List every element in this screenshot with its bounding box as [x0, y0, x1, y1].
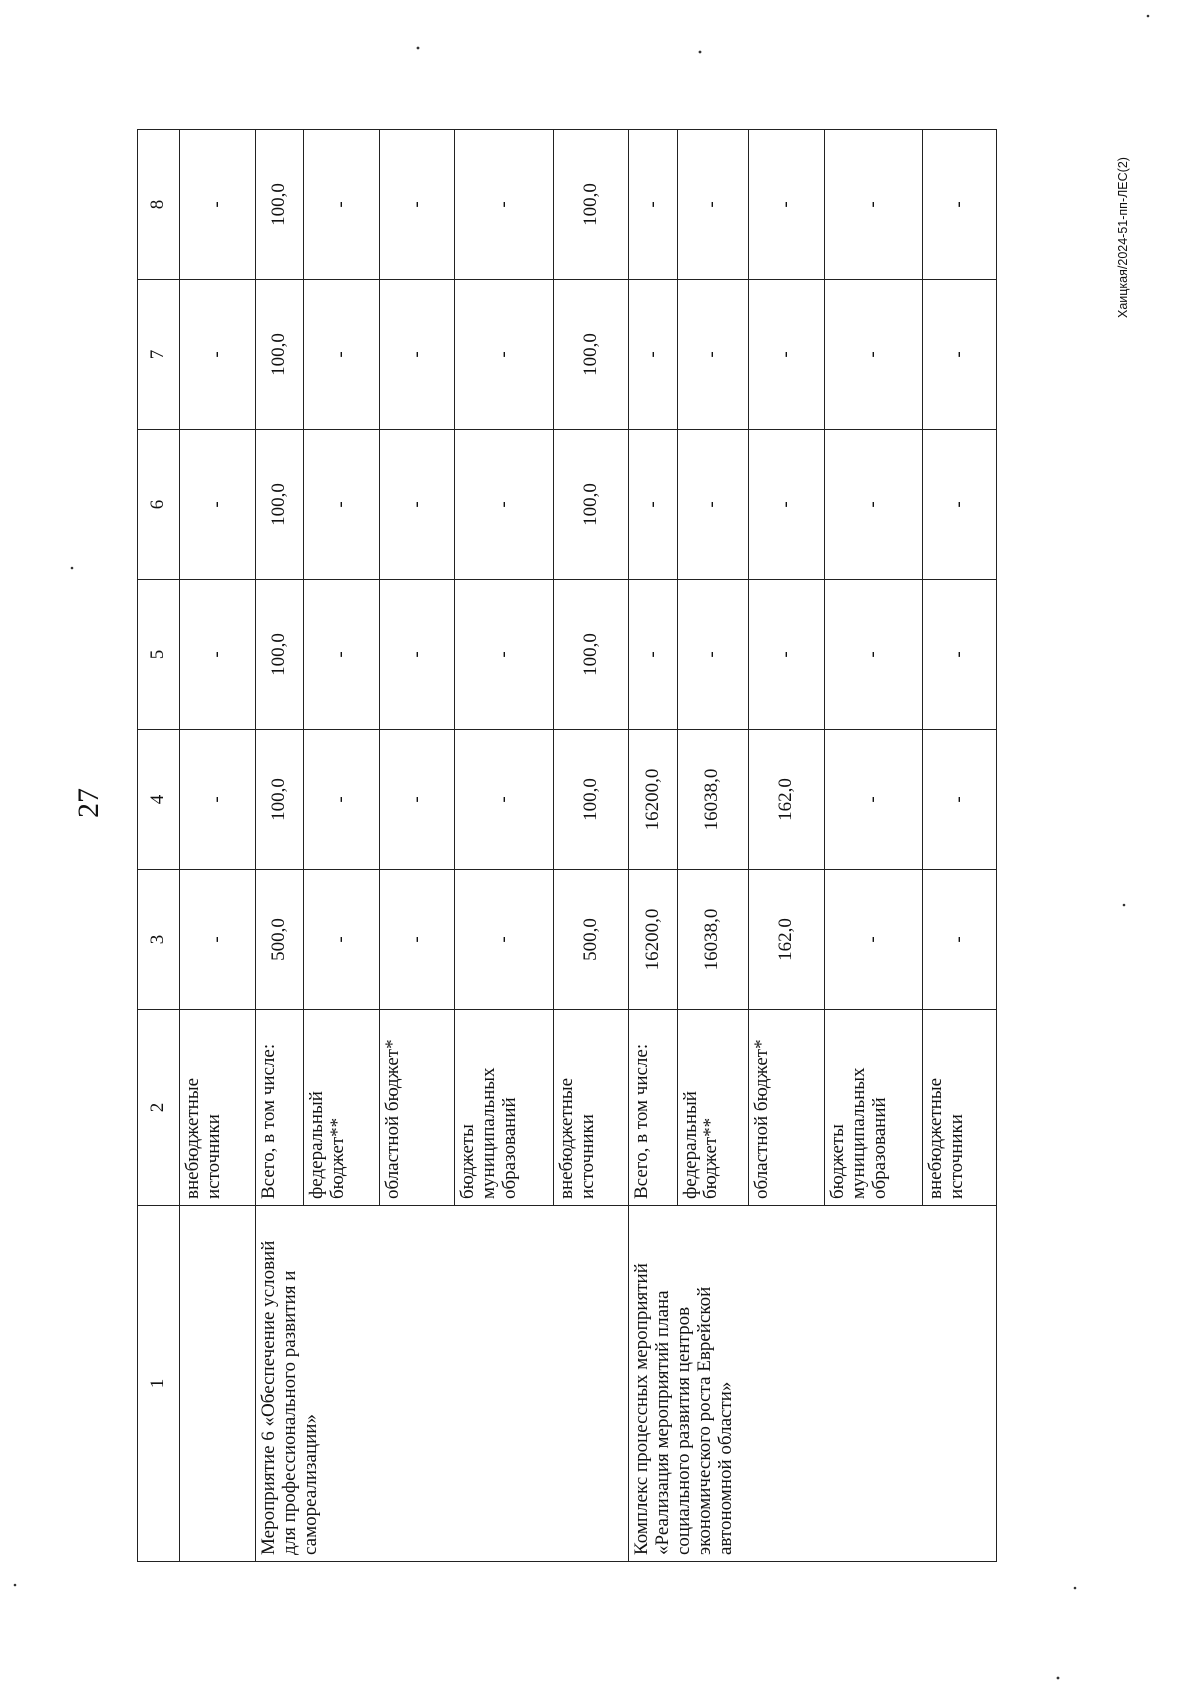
source-cell: бюджеты муниципальных образований: [455, 1010, 553, 1206]
value-cell: -: [379, 130, 455, 280]
event-name-cell: Мероприятие 6 «Обеспечение условий для профессионального развития и самореализации»: [255, 1206, 629, 1562]
value-cell: -: [379, 870, 455, 1010]
value-cell: -: [180, 730, 256, 870]
value-cell: -: [379, 430, 455, 580]
column-header: 3: [138, 870, 180, 1010]
value-cell: -: [749, 130, 825, 280]
source-cell: федеральный бюджет**: [677, 1010, 749, 1206]
value-cell: 100,0: [255, 280, 303, 430]
value-cell: 16038,0: [677, 870, 749, 1010]
value-cell: -: [824, 130, 922, 280]
value-cell: 500,0: [553, 870, 629, 1010]
scan-speck: [1074, 1587, 1077, 1590]
scan-speck: [14, 1584, 17, 1587]
value-cell: -: [677, 580, 749, 730]
value-cell: -: [824, 580, 922, 730]
column-header: 1: [138, 1206, 180, 1562]
scan-speck: [1123, 904, 1126, 907]
column-header: 6: [138, 430, 180, 580]
document-code: Хаицкая/2024-51-пп-ЛЕС(2): [1116, 157, 1130, 318]
value-cell: -: [455, 730, 553, 870]
value-cell: -: [749, 430, 825, 580]
source-cell: областной бюджет*: [379, 1010, 455, 1206]
source-cell: областной бюджет*: [749, 1010, 825, 1206]
column-header: 4: [138, 730, 180, 870]
value-cell: -: [923, 280, 997, 430]
value-cell: -: [303, 280, 379, 430]
source-cell: внебюджетные источники: [923, 1010, 997, 1206]
value-cell: -: [303, 870, 379, 1010]
value-cell: -: [379, 280, 455, 430]
value-cell: -: [923, 580, 997, 730]
value-cell: -: [180, 130, 256, 280]
value-cell: -: [923, 130, 997, 280]
value-cell: -: [455, 870, 553, 1010]
value-cell: 100,0: [255, 430, 303, 580]
value-cell: -: [677, 130, 749, 280]
value-cell: -: [455, 130, 553, 280]
value-cell: 100,0: [255, 130, 303, 280]
value-cell: -: [180, 430, 256, 580]
value-cell: -: [629, 430, 677, 580]
value-cell: 16200,0: [629, 730, 677, 870]
value-cell: -: [303, 580, 379, 730]
value-cell: -: [677, 280, 749, 430]
value-cell: -: [379, 580, 455, 730]
column-header: 7: [138, 280, 180, 430]
source-cell: Всего, в том числе:: [629, 1010, 677, 1206]
value-cell: 16200,0: [629, 870, 677, 1010]
value-cell: 100,0: [553, 430, 629, 580]
value-cell: -: [303, 730, 379, 870]
value-cell: -: [455, 280, 553, 430]
value-cell: -: [303, 430, 379, 580]
scan-speck: [71, 567, 74, 570]
scan-speck: [699, 51, 702, 54]
column-header: 2: [138, 1010, 180, 1206]
value-cell: 162,0: [749, 870, 825, 1010]
value-cell: 100,0: [553, 280, 629, 430]
value-cell: -: [824, 730, 922, 870]
value-cell: -: [824, 280, 922, 430]
value-cell: -: [749, 280, 825, 430]
value-cell: -: [180, 280, 256, 430]
value-cell: -: [923, 730, 997, 870]
value-cell: 100,0: [255, 580, 303, 730]
value-cell: -: [923, 430, 997, 580]
value-cell: 100,0: [255, 730, 303, 870]
value-cell: -: [629, 280, 677, 430]
event-name-cell: Комплекс процессных мероприятий «Реализация мероприятий плана социального развития центров экономического роста Еврейской автономной области»: [629, 1206, 997, 1562]
column-header: 8: [138, 130, 180, 280]
source-cell: Всего, в том числе:: [255, 1010, 303, 1206]
column-header: 5: [138, 580, 180, 730]
value-cell: 162,0: [749, 730, 825, 870]
source-cell: федеральный бюджет**: [303, 1010, 379, 1206]
value-cell: 100,0: [553, 130, 629, 280]
value-cell: -: [303, 130, 379, 280]
value-cell: -: [824, 870, 922, 1010]
value-cell: -: [455, 580, 553, 730]
value-cell: -: [677, 430, 749, 580]
value-cell: 100,0: [553, 580, 629, 730]
value-cell: -: [923, 870, 997, 1010]
value-cell: -: [629, 130, 677, 280]
value-cell: -: [180, 870, 256, 1010]
scan-speck: [1057, 1677, 1060, 1680]
value-cell: -: [379, 730, 455, 870]
scan-speck: [1147, 15, 1150, 18]
page-number: 27: [72, 788, 105, 818]
source-cell: внебюджетные источники: [180, 1010, 256, 1206]
source-cell: внебюджетные источники: [553, 1010, 629, 1206]
value-cell: -: [749, 580, 825, 730]
scan-speck: [417, 47, 420, 50]
value-cell: -: [455, 430, 553, 580]
source-cell: бюджеты муниципальных образований: [824, 1010, 922, 1206]
value-cell: 100,0: [553, 730, 629, 870]
value-cell: 16038,0: [677, 730, 749, 870]
value-cell: 500,0: [255, 870, 303, 1010]
value-cell: -: [629, 580, 677, 730]
value-cell: -: [824, 430, 922, 580]
value-cell: -: [180, 580, 256, 730]
